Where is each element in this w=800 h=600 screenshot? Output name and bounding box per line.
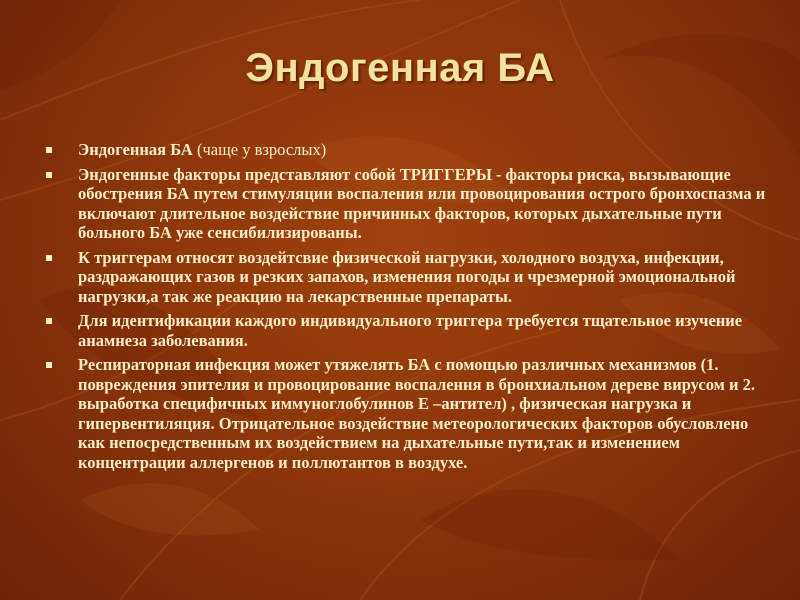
bullet-text: К триггерам относят воздейтсвие физической нагрузки, холодного воздуха, инфекции, раздражающих газов и резких запахов, изменения погоды и чрезмерной эмоциональной нагрузки,а так же реакцию на лекарственные препараты.	[78, 247, 736, 306]
bullet-marker-icon	[46, 147, 52, 153]
bullet-list	[46, 140, 766, 477]
bullet-marker-icon	[46, 318, 52, 324]
bullet-marker-icon	[46, 362, 52, 368]
bullet-lead: Эндогенная БА	[78, 140, 193, 159]
bullet-text: Эндогенные факторы представляют собой ТРИГГЕРЫ - факторы риска, вызывающие обострения БА путем стимуляции воспаления или провоцирования острого бронхоспазма и включают длительное воздействие причинных факторов, которых дыхательные пути больного БА уже сенсибилизированы.	[78, 164, 766, 242]
bullet-text: Респираторная инфекция может утяжелять БА с помощью различных механизмов (1. повреждения эпителия и провоцирование воспалення в бронхиальном дереве вирусом и 2. выработка специфичных иммуноглобулинов Е –антител) , физическая нагрузка и гипервентиляция. Отрицательное воздействие метеорологических факторов обусловлено как непосредственным их воздействием на дыхательные пути,так и изменением концентрации аллергенов и поллютантов в воздухе.	[78, 355, 756, 472]
bullet-text: (чаще у взрослых)	[192, 140, 327, 159]
slide-title: Эндогенная БА	[245, 46, 555, 90]
bullet-item	[46, 140, 766, 160]
bullet-item	[46, 355, 766, 472]
bullet-text: Для идентификации каждого индивидуального триггера требуется тщательное изучение анамнеза заболевания.	[78, 311, 743, 350]
bullet-item	[46, 311, 766, 350]
bullet-marker-icon	[46, 172, 52, 178]
bullet-item	[46, 165, 766, 243]
bullet-item	[46, 248, 766, 307]
bullet-marker-icon	[46, 255, 52, 261]
